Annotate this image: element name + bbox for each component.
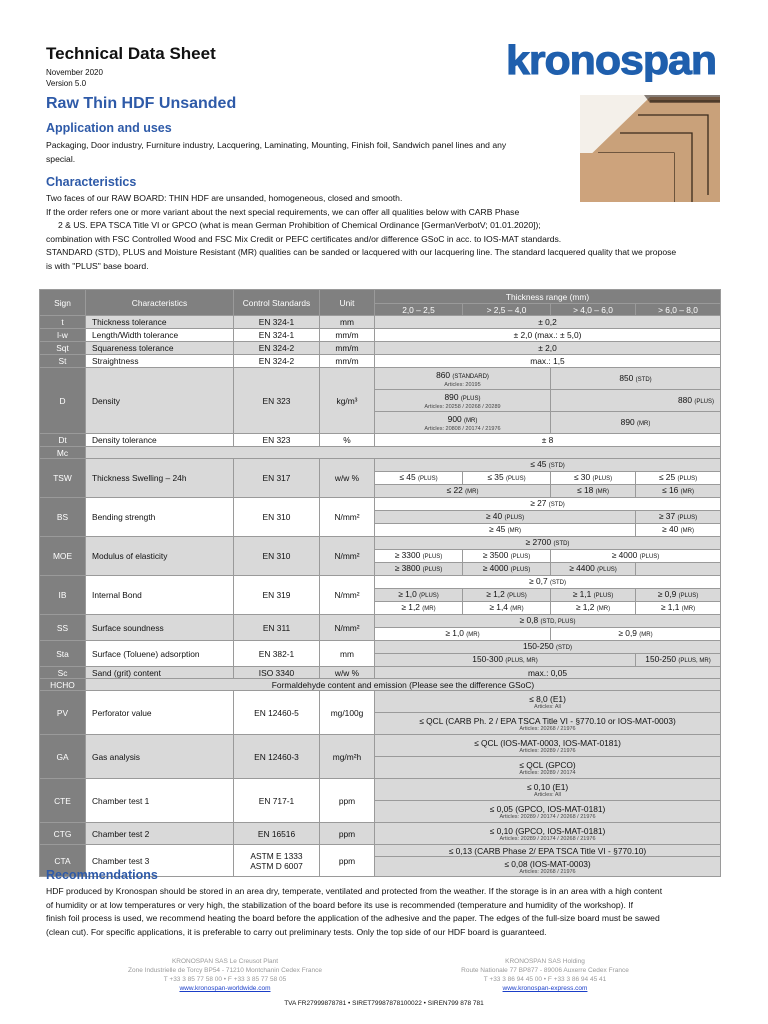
row-value: ≥ 2700 (STD) (375, 537, 721, 550)
row-standard: EN 310 (234, 498, 320, 537)
row-value: ≥ 4000 (PLUS) (463, 563, 551, 576)
row-standard: EN 310 (234, 537, 320, 576)
row-characteristic: Chamber test 3 (86, 845, 234, 877)
row-characteristic: Length/Width tolerance (86, 329, 234, 342)
row-characteristic: Density (86, 368, 234, 434)
row-standard: EN 323 (234, 434, 320, 447)
row-unit: mm (320, 641, 375, 667)
row-sign: HCHO (40, 679, 86, 691)
row-value: 150-300 (PLUS, MR) (375, 654, 636, 667)
table-row (40, 735, 721, 757)
row-unit: N/mm² (320, 498, 375, 537)
row-value: ± 0,2 (375, 316, 721, 329)
row-standard: EN 317 (234, 459, 320, 498)
row-value: ≥ 1,1 (MR) (636, 602, 721, 615)
footer-address: Zone Industrielle de Torcy BP54 - 71210 Montchanin Cedex France (128, 967, 322, 974)
table-row (40, 537, 721, 550)
row-value: ≥ 45 (MR) (375, 524, 636, 537)
row-value: ≤ QCL (IOS-MAT-0003, IOS-MAT-0181) Articles: 20289 / 21976 (375, 735, 721, 757)
row-sign: MOE (40, 537, 86, 576)
header-thickness-range: Thickness range (mm) (375, 290, 721, 304)
header-date: November 2020 (46, 68, 103, 77)
row-standard: EN 324-2 (234, 342, 320, 355)
table-row (40, 447, 721, 459)
row-value: 900 (MR) Articles: 20808 / 20174 / 21976 (375, 412, 551, 434)
footer-company: KRONOSPAN SAS Le Creusot Plant (171, 958, 279, 965)
row-standard: EN 324-1 (234, 316, 320, 329)
row-standard: EN 311 (234, 615, 320, 641)
row-characteristic: Thickness Swelling – 24h (86, 459, 234, 498)
row-sign: Sqt (40, 342, 86, 355)
characteristics-line: combination with FSC Controlled Wood and FSC Mix Credit or PEFC certificates and/or difference GSoC in acc. to IOS-MAT standards. (46, 233, 562, 244)
row-value: ≥ 1,1 (PLUS) (551, 589, 636, 602)
table-row (40, 316, 721, 329)
row-unit: ppm (320, 823, 375, 845)
row-standard: ASTM E 1333 ASTM D 6007 (234, 845, 320, 877)
row-sign: l-w (40, 329, 86, 342)
table-row (40, 641, 721, 654)
row-value: ≥ 3300 (PLUS) (375, 550, 463, 563)
recommendations-line: HDF produced by Kronospan should be stored in an area dry, temperate, ventilated and protected from the weather. If the storage is in an area with a high content (46, 886, 663, 896)
row-unit: w/w % (320, 459, 375, 498)
row-value: 860 (STANDARD) Articles: 20195 (375, 368, 551, 390)
table-row (40, 691, 721, 713)
table-row (40, 329, 721, 342)
row-unit: ppm (320, 779, 375, 823)
application-heading: Application and uses (46, 121, 172, 135)
row-unit: ppm (320, 845, 375, 877)
row-value: ≤ 45 (STD) (375, 459, 721, 472)
row-standard: EN 323 (234, 368, 320, 434)
row-value: ≤ 0,08 (IOS-MAT-0003) Articles: 20268 / 21976 (375, 857, 721, 877)
row-characteristic: Chamber test 1 (86, 779, 234, 823)
row-standard: EN 16516 (234, 823, 320, 845)
kronospan-logo (506, 42, 716, 82)
row-unit: mg/100g (320, 691, 375, 735)
row-unit: mm/m (320, 355, 375, 368)
row-unit: mm (320, 316, 375, 329)
row-sign: Mc (40, 447, 86, 459)
row-unit: w/w % (320, 667, 375, 679)
footer-right-address (420, 957, 670, 993)
row-value: 890 (MR) (551, 412, 721, 434)
row-characteristic: Density tolerance (86, 434, 234, 447)
row-value: ≤ QCL (GPCO) Articles: 20289 / 20174 (375, 757, 721, 779)
row-standard: EN 319 (234, 576, 320, 615)
characteristics-line: Two faces of our RAW BOARD: THIN HDF are unsanded, homogeneous, closed and smooth. (46, 193, 403, 203)
table-row (40, 845, 721, 857)
characteristics-line: is with "PLUS" base board. (46, 260, 149, 271)
row-characteristic: Sand (grit) content (86, 667, 234, 679)
row-sign: TSW (40, 459, 86, 498)
row-value: ≥ 27 (STD) (375, 498, 721, 511)
row-value-empty (636, 563, 721, 576)
row-sign: CTG (40, 823, 86, 845)
row-characteristic: Gas analysis (86, 735, 234, 779)
row-value: ≤ 35 (PLUS) (463, 472, 551, 485)
row-value: ≥ 40 (MR) (636, 524, 721, 537)
row-value: 890 (PLUS) Articles: 20258 / 20268 / 20289 (375, 390, 551, 412)
logo-text: kronospan (506, 42, 716, 82)
row-sign: t (40, 316, 86, 329)
row-value: ≥ 3800 (PLUS) (375, 563, 463, 576)
row-characteristic: Squareness tolerance (86, 342, 234, 355)
row-value: ≤ 45 (PLUS) (375, 472, 463, 485)
row-unit: N/mm² (320, 576, 375, 615)
row-value: 150-250 (STD) (375, 641, 721, 654)
row-sign: CTE (40, 779, 86, 823)
row-value: 850 (STD) (551, 368, 721, 390)
row-value: ± 2,0 (375, 342, 721, 355)
row-characteristic: Internal Bond (86, 576, 234, 615)
row-value: ≥ 0,7 (STD) (375, 576, 721, 589)
row-sign: BS (40, 498, 86, 537)
row-value: ± 2,0 (max.: ± 5,0) (375, 329, 721, 342)
row-characteristic: Perforator value (86, 691, 234, 735)
recommendations-line: of humidity or at low temperatures or very high, the stabilization of the board before its use is recommended (temperature and humidity of the workshop). If (46, 899, 634, 910)
table-row (40, 779, 721, 801)
row-sign: SS (40, 615, 86, 641)
row-value: ≥ 1,2 (MR) (375, 602, 463, 615)
row-unit: mm/m (320, 329, 375, 342)
table-header-row (40, 290, 721, 304)
application-text (46, 139, 576, 166)
characteristics-heading: Characteristics (46, 175, 137, 189)
header-characteristics: Characteristics (86, 290, 234, 316)
row-value: ≥ 1,4 (MR) (463, 602, 551, 615)
header-version: Version 5.0 (46, 79, 87, 88)
table-row (40, 823, 721, 845)
row-value: ≥ 1,0 (MR) (375, 628, 551, 641)
row-value: Formaldehyde content and emission (Please see the difference GSoC) (86, 679, 721, 691)
characteristics-line: STANDARD (STD), PLUS and Moisture Resistant (MR) qualities can be sanded or lacquered with our lacquering line. The standard lacquered quality that we propose (46, 247, 677, 257)
row-value: ≥ 1,0 (PLUS) (375, 589, 463, 602)
recommendations-line: (clean cut). For specific applications, it is preferable to carry out preliminary tests. Only the top side of our HDF board is guaranteed. (46, 926, 547, 937)
row-standard: EN 382-1 (234, 641, 320, 667)
row-value: ≤ 18 (MR) (551, 485, 636, 498)
row-characteristic: Straightness (86, 355, 234, 368)
application-line: special. (46, 153, 76, 164)
row-value: ≥ 1,2 (MR) (551, 602, 636, 615)
row-sign: Dt (40, 434, 86, 447)
header-unit: Unit (320, 290, 375, 316)
row-sign: GA (40, 735, 86, 779)
row-value: 880 (PLUS) (551, 390, 721, 412)
row-standard: ISO 3340 (234, 667, 320, 679)
row-value: max.: 0,05 (375, 667, 721, 679)
characteristics-line: If the order refers one or more variant about the next special requirements, we can offer all qualities below with CARB Phase (46, 206, 520, 217)
row-unit: mg/m²h (320, 735, 375, 779)
row-value: max.: 1,5 (375, 355, 721, 368)
table-row (40, 679, 721, 691)
footer-website-link[interactable]: www.kronospan-express.com (502, 985, 588, 992)
footer-phone: T +33 3 86 94 45 00 • F +33 3 86 94 45 41 (483, 976, 607, 983)
row-unit: % (320, 434, 375, 447)
recommendations-text (46, 885, 726, 939)
row-value: ≥ 37 (PLUS) (636, 511, 721, 524)
row-standard: EN 12460-3 (234, 735, 320, 779)
table-row (40, 368, 721, 390)
row-sign: CTA (40, 845, 86, 877)
application-line: Packaging, Door industry, Furniture industry, Lacquering, Laminating, Mounting, Finish foil, Sandwich panel lines and any (46, 140, 507, 150)
table-row (40, 355, 721, 368)
row-value: ≤ QCL (CARB Ph. 2 / EPA TSCA Title VI - §770.10 or IOS-MAT-0003) Articles: 20268 / 21976 (375, 713, 721, 735)
hdf-board-image (580, 95, 720, 202)
characteristics-text (46, 192, 736, 273)
row-value: ≤ 8,0 (E1) Articles: All (375, 691, 721, 713)
table-row (40, 667, 721, 679)
footer-website-link[interactable]: www.kronospan-worldwide.com (179, 985, 271, 992)
table-row (40, 459, 721, 472)
footer-left-address (100, 957, 350, 993)
row-value: ≤ 30 (PLUS) (551, 472, 636, 485)
footer-address: Route Nationale 77 BP877 - 89006 Auxerre Cedex France (461, 967, 629, 974)
header-sign: Sign (40, 290, 86, 316)
row-value: ≤ 0,13 (CARB Phase 2/ EPA TSCA Title VI - §770.10) (375, 845, 721, 857)
row-value: ≥ 1,2 (PLUS) (463, 589, 551, 602)
row-standard: EN 324-2 (234, 355, 320, 368)
row-characteristic: Chamber test 2 (86, 823, 234, 845)
recommendations-line: finish foil process is used, we recommend heating the board before the application of the adhesive and the paper. The edges of the full-size board must be sawed (46, 913, 660, 923)
product-title: Raw Thin HDF Unsanded (46, 95, 237, 112)
row-standard: EN 717-1 (234, 779, 320, 823)
row-value: ≥ 4400 (PLUS) (551, 563, 636, 576)
table-row (40, 576, 721, 589)
row-sign: St (40, 355, 86, 368)
row-sign: Sta (40, 641, 86, 667)
row-characteristic: Thickness tolerance (86, 316, 234, 329)
row-value: ≥ 0,9 (MR) (551, 628, 721, 641)
characteristics-line: 2 & US. EPA TSCA Title VI or GPCO (what is mean German Prohibition of Chemical Ordinance [GermanVerbotV; 01.01.2020]); (58, 220, 541, 230)
row-value: ≤ 22 (MR) (375, 485, 551, 498)
row-sign: Sc (40, 667, 86, 679)
row-value: ≥ 40 (PLUS) (375, 511, 636, 524)
footer-phone: T +33 3 85 77 58 00 • F +33 3 85 77 58 05 (163, 976, 287, 983)
table-row (40, 498, 721, 511)
row-characteristic: Modulus of elasticity (86, 537, 234, 576)
row-characteristic: Surface soundness (86, 615, 234, 641)
table-row (40, 342, 721, 355)
row-characteristic: Surface (Toluene) adsorption (86, 641, 234, 667)
row-sign: D (40, 368, 86, 434)
row-standard: EN 324-1 (234, 329, 320, 342)
row-value-empty (86, 447, 721, 459)
row-value: ≤ 25 (PLUS) (636, 472, 721, 485)
row-value: ≤ 0,10 (GPCO, IOS-MAT-0181) Articles: 20289 / 20174 / 20268 / 21976 (375, 823, 721, 845)
row-value: ≤ 0,10 (E1) Articles: All (375, 779, 721, 801)
row-value: ≥ 0,9 (PLUS) (636, 589, 721, 602)
header-range-col: > 6,0 – 8,0 (636, 304, 721, 316)
table-row (40, 434, 721, 447)
row-standard: EN 12460-5 (234, 691, 320, 735)
footer-company: KRONOSPAN SAS Holding (505, 958, 585, 965)
footer-vat-line: TVA FR27999878781 • SIRET79987878100022 • SIREN799 878 781 (284, 1000, 484, 1007)
header-standards: Control Standards (234, 290, 320, 316)
row-unit: N/mm² (320, 537, 375, 576)
row-unit: mm/m (320, 342, 375, 355)
row-characteristic: Bending strength (86, 498, 234, 537)
header-range-col: > 2,5 – 4,0 (463, 304, 551, 316)
row-value: ≥ 3500 (PLUS) (463, 550, 551, 563)
header-range-col: 2,0 – 2,5 (375, 304, 463, 316)
row-sign: IB (40, 576, 86, 615)
row-value: ≤ 16 (MR) (636, 485, 721, 498)
technical-data-table (39, 289, 721, 877)
header-title: Technical Data Sheet (46, 44, 216, 63)
row-value: ± 8 (375, 434, 721, 447)
recommendations-heading: Recommendations (46, 868, 158, 882)
table-row (40, 615, 721, 628)
row-sign: PV (40, 691, 86, 735)
row-value: ≥ 4000 (PLUS) (551, 550, 721, 563)
row-value: ≥ 0,8 (STD, PLUS) (375, 615, 721, 628)
row-unit: N/mm² (320, 615, 375, 641)
header-range-col: > 4,0 – 6,0 (551, 304, 636, 316)
row-value: 150-250 (PLUS, MR) (636, 654, 721, 667)
row-unit: kg/m³ (320, 368, 375, 434)
row-value: ≤ 0,05 (GPCO, IOS-MAT-0181) Articles: 20289 / 20174 / 20268 / 21976 (375, 801, 721, 823)
